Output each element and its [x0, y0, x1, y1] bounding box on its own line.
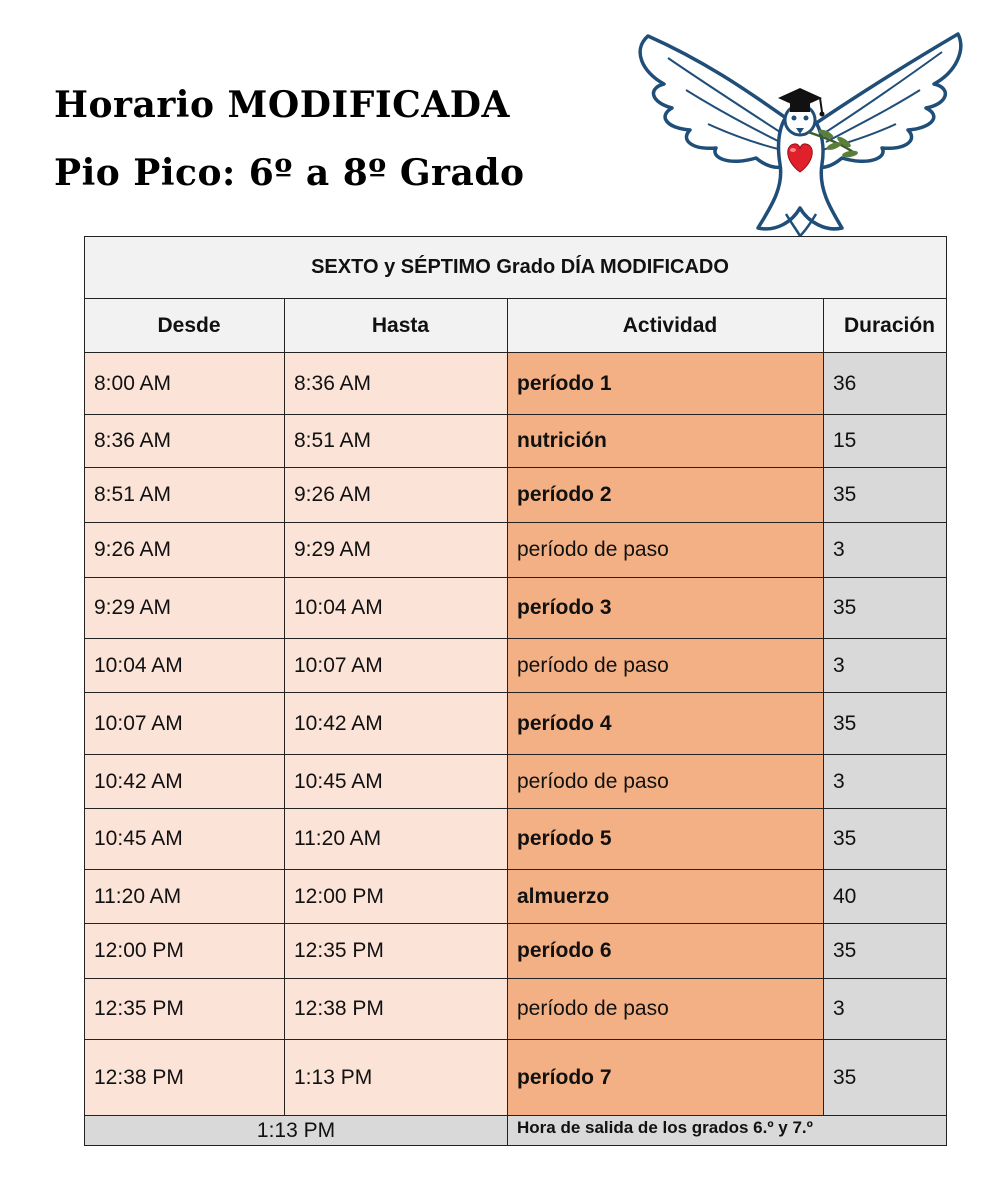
table-row — [85, 353, 947, 415]
cell-duration: 3 — [824, 979, 947, 1040]
cell-activity: período 7 — [508, 1040, 824, 1116]
cell-duration: 35 — [824, 468, 947, 523]
cell-duration: 3 — [824, 639, 947, 693]
table-row — [85, 415, 947, 468]
cell-activity: período de paso — [508, 639, 824, 693]
table-row — [85, 578, 947, 639]
title-line-2: Pio Pico: 6º a 8º Grado — [54, 152, 525, 194]
cell-duration: 3 — [824, 523, 947, 578]
table-footer-row — [85, 1116, 947, 1146]
table-row — [85, 924, 947, 979]
table-row — [85, 523, 947, 578]
cell-duration: 35 — [824, 693, 947, 755]
cell-from: 9:26 AM — [85, 523, 285, 578]
cell-to: 8:36 AM — [285, 353, 508, 415]
cell-duration: 15 — [824, 415, 947, 468]
cell-duration: 36 — [824, 353, 947, 415]
cell-from: 10:45 AM — [85, 809, 285, 870]
cell-duration: 35 — [824, 809, 947, 870]
schedule-table — [84, 236, 947, 1146]
cell-to: 1:13 PM — [285, 1040, 508, 1116]
cell-from: 10:07 AM — [85, 693, 285, 755]
cell-to: 10:04 AM — [285, 578, 508, 639]
cell-activity: período 1 — [508, 353, 824, 415]
cell-from: 10:04 AM — [85, 639, 285, 693]
cell-from: 12:35 PM — [85, 979, 285, 1040]
cell-to: 10:42 AM — [285, 693, 508, 755]
table-row — [85, 809, 947, 870]
cell-to: 10:45 AM — [285, 755, 508, 809]
column-header-hasta: Hasta — [285, 299, 508, 353]
table-caption: SEXTO y SÉPTIMO Grado DÍA MODIFICADO — [85, 237, 947, 299]
dismissal-time: 1:13 PM — [85, 1116, 508, 1146]
cell-to: 9:26 AM — [285, 468, 508, 523]
table-row — [85, 870, 947, 924]
cell-duration: 35 — [824, 578, 947, 639]
cell-from: 11:20 AM — [85, 870, 285, 924]
table-row — [85, 693, 947, 755]
cell-activity: período 2 — [508, 468, 824, 523]
cell-to: 12:35 PM — [285, 924, 508, 979]
cell-activity: período de paso — [508, 979, 824, 1040]
cell-from: 8:36 AM — [85, 415, 285, 468]
cell-from: 12:00 PM — [85, 924, 285, 979]
column-header-desde: Desde — [85, 299, 285, 353]
table-row — [85, 468, 947, 523]
cell-to: 8:51 AM — [285, 415, 508, 468]
cell-to: 10:07 AM — [285, 639, 508, 693]
cell-activity: período 6 — [508, 924, 824, 979]
cell-from: 12:38 PM — [85, 1040, 285, 1116]
dismissal-note: Hora de salida de los grados 6.º y 7.º — [508, 1116, 947, 1146]
column-header-actividad: Actividad — [508, 299, 824, 353]
table-row — [85, 755, 947, 809]
cell-activity: período 5 — [508, 809, 824, 870]
cell-duration: 40 — [824, 870, 947, 924]
cell-activity: almuerzo — [508, 870, 824, 924]
cell-from: 9:29 AM — [85, 578, 285, 639]
table-row — [85, 979, 947, 1040]
cell-to: 11:20 AM — [285, 809, 508, 870]
cell-activity: nutrición — [508, 415, 824, 468]
cell-to: 9:29 AM — [285, 523, 508, 578]
cell-to: 12:00 PM — [285, 870, 508, 924]
cell-from: 8:51 AM — [85, 468, 285, 523]
cell-duration: 35 — [824, 1040, 947, 1116]
cell-activity: período de paso — [508, 523, 824, 578]
cell-activity: período 3 — [508, 578, 824, 639]
dove-graduation-heart-logo — [630, 28, 965, 240]
table-row — [85, 1040, 947, 1116]
cell-activity: período de paso — [508, 755, 824, 809]
cell-from: 8:00 AM — [85, 353, 285, 415]
column-header-duracion: Duración — [824, 299, 947, 353]
cell-duration: 3 — [824, 755, 947, 809]
table-row — [85, 639, 947, 693]
title-line-1: Horario MODIFICADA — [54, 84, 510, 126]
cell-duration: 35 — [824, 924, 947, 979]
cell-to: 12:38 PM — [285, 979, 508, 1040]
table-caption-row — [85, 237, 947, 299]
table-header-row — [85, 299, 947, 353]
cell-from: 10:42 AM — [85, 755, 285, 809]
cell-activity: período 4 — [508, 693, 824, 755]
